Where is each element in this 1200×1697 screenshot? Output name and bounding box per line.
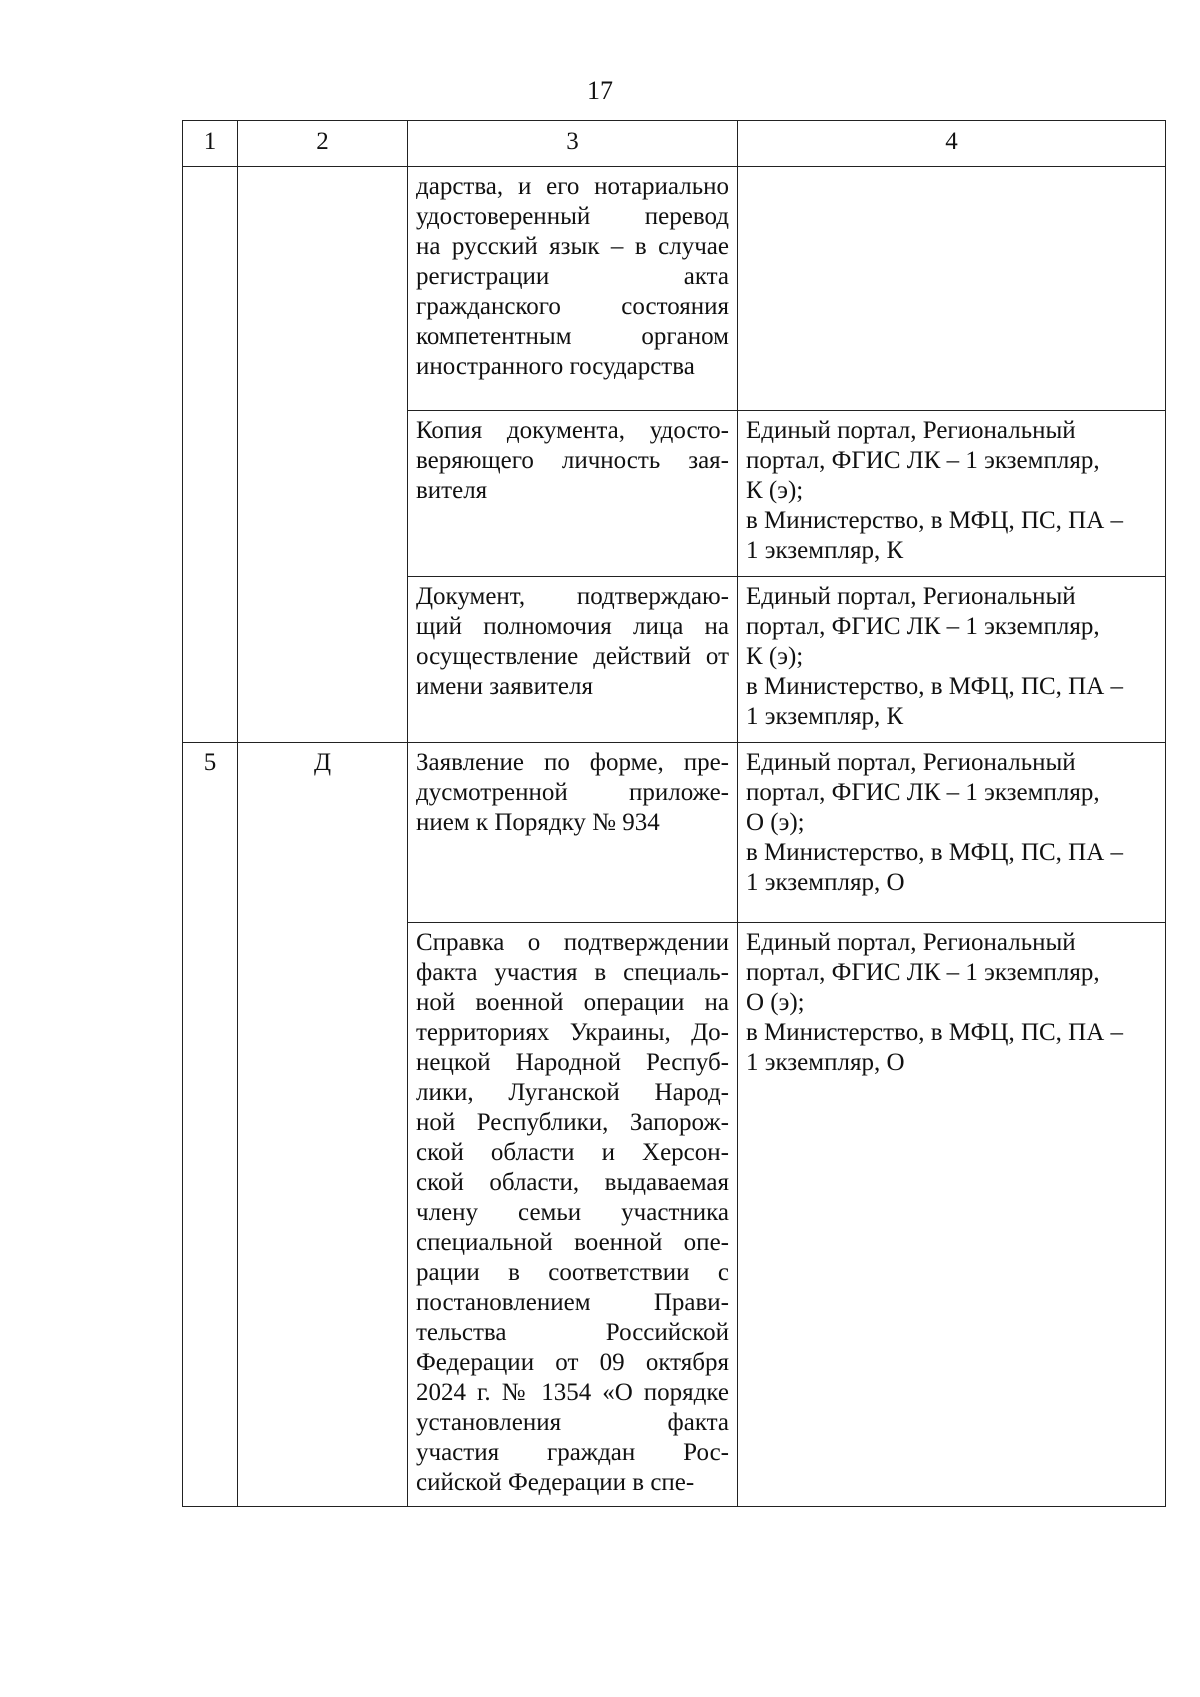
submission-text-line: Единый портал, Региональный: [746, 583, 1076, 610]
submission-text-line: Единый портал, Региональный: [746, 929, 1076, 956]
header-col-4: 4: [738, 121, 1166, 167]
document-text-line: сийской Федерации в спе-: [416, 1469, 695, 1496]
document-text-line: специальной военной опе-: [416, 1229, 729, 1256]
cell-category: Д: [238, 743, 408, 1507]
submission-text-line: К (э);: [746, 643, 804, 670]
document-text-line: гражданского состояния: [416, 293, 729, 320]
submission-text-line: Единый портал, Региональный: [746, 749, 1076, 776]
document-text-line: лики, Луганской Народ-: [416, 1079, 729, 1106]
document-text-line: рации в соответствии с: [416, 1259, 729, 1286]
cell-document: [408, 167, 738, 411]
submission-text-line: 1 экземпляр, О: [746, 869, 905, 896]
document-text-line: ной военной операции на: [416, 989, 729, 1016]
cell-number: [183, 167, 238, 743]
document-text-line: осуществление действий от: [416, 643, 729, 670]
document-text-line: Заявление по форме, пре-: [416, 749, 729, 776]
submission-text-line: О (э);: [746, 989, 805, 1016]
document-text-line: факта участия в специаль-: [416, 959, 729, 986]
submission-text-line: портал, ФГИС ЛК – 1 экземпляр,: [746, 613, 1100, 640]
submission-text-line: Единый портал, Региональный: [746, 417, 1076, 444]
submission-text-line: 1 экземпляр, К: [746, 537, 904, 564]
cell-document: [408, 577, 738, 743]
document-text-line: иностранного государства: [416, 353, 695, 380]
document-text-line: дарства, и его нотариально: [416, 173, 729, 200]
document-text-line: компетентным органом: [416, 323, 729, 350]
cell-submission-method: [738, 577, 1166, 743]
cell-category: [238, 167, 408, 743]
submission-text-line: портал, ФГИС ЛК – 1 экземпляр,: [746, 959, 1100, 986]
document-text-line: установления факта: [416, 1409, 729, 1436]
cell-document: [408, 923, 738, 1507]
table-row: [183, 167, 1166, 411]
submission-text-line: портал, ФГИС ЛК – 1 экземпляр,: [746, 447, 1100, 474]
document-text-line: вителя: [416, 477, 488, 504]
cell-submission-method: [738, 167, 1166, 411]
document-text-line: ской области, выдаваемая: [416, 1169, 729, 1196]
document-text-line: 2024 г. № 1354 «О порядке: [416, 1379, 729, 1406]
header-col-1: 1: [183, 121, 238, 167]
document-text-line: Документ, подтверждаю-: [416, 583, 729, 610]
table-row: [183, 743, 1166, 923]
document-text-line: дусмотренной приложе-: [416, 779, 729, 806]
header-col-3: 3: [408, 121, 738, 167]
header-col-2: 2: [238, 121, 408, 167]
document-text-line: нецкой Народной Респуб-: [416, 1049, 729, 1076]
submission-text-line: в Министерство, в МФЦ, ПС, ПА –: [746, 839, 1124, 866]
document-text-line: территориях Украины, До-: [416, 1019, 729, 1046]
cell-document: [408, 743, 738, 923]
document-text-line: Справка о подтверждении: [416, 929, 729, 956]
document-text-line: постановлением Прави-: [416, 1289, 729, 1316]
table-header-row: [183, 121, 1166, 167]
submission-text-line: О (э);: [746, 809, 805, 836]
cell-number: 5: [183, 743, 238, 1507]
document-text-line: на русский язык – в случае: [416, 233, 729, 260]
document-text-line: имени заявителя: [416, 673, 593, 700]
cell-submission-method: [738, 411, 1166, 577]
document-text-line: ской области и Херсон-: [416, 1139, 729, 1166]
document-text-line: ной Республики, Запорож-: [416, 1109, 729, 1136]
cell-submission-method: [738, 923, 1166, 1507]
submission-text-line: портал, ФГИС ЛК – 1 экземпляр,: [746, 779, 1100, 806]
document-text-line: щий полномочия лица на: [416, 613, 729, 640]
document-text-line: члену семьи участника: [416, 1199, 729, 1226]
submission-text-line: К (э);: [746, 477, 804, 504]
document-text-line: веряющего личность зая-: [416, 447, 729, 474]
submission-text-line: в Министерство, в МФЦ, ПС, ПА –: [746, 1019, 1124, 1046]
document-text-line: регистрации акта: [416, 263, 729, 290]
submission-text-line: в Министерство, в МФЦ, ПС, ПА –: [746, 673, 1124, 700]
document-text-line: участия граждан Рос-: [416, 1439, 729, 1466]
document-text-line: удостоверенный перевод: [416, 203, 729, 230]
submission-text-line: 1 экземпляр, О: [746, 1049, 905, 1076]
document-text-line: Копия документа, удосто-: [416, 417, 729, 444]
cell-document: [408, 411, 738, 577]
document-table: [182, 120, 1166, 1507]
document-text-line: нием к Порядку № 934: [416, 809, 660, 836]
submission-text-line: в Министерство, в МФЦ, ПС, ПА –: [746, 507, 1124, 534]
submission-text-line: 1 экземпляр, К: [746, 703, 904, 730]
document-text-line: тельства Российской: [416, 1319, 729, 1346]
page-number: 17: [587, 76, 613, 105]
cell-submission-method: [738, 743, 1166, 923]
document-text-line: Федерации от 09 октября: [416, 1349, 729, 1376]
